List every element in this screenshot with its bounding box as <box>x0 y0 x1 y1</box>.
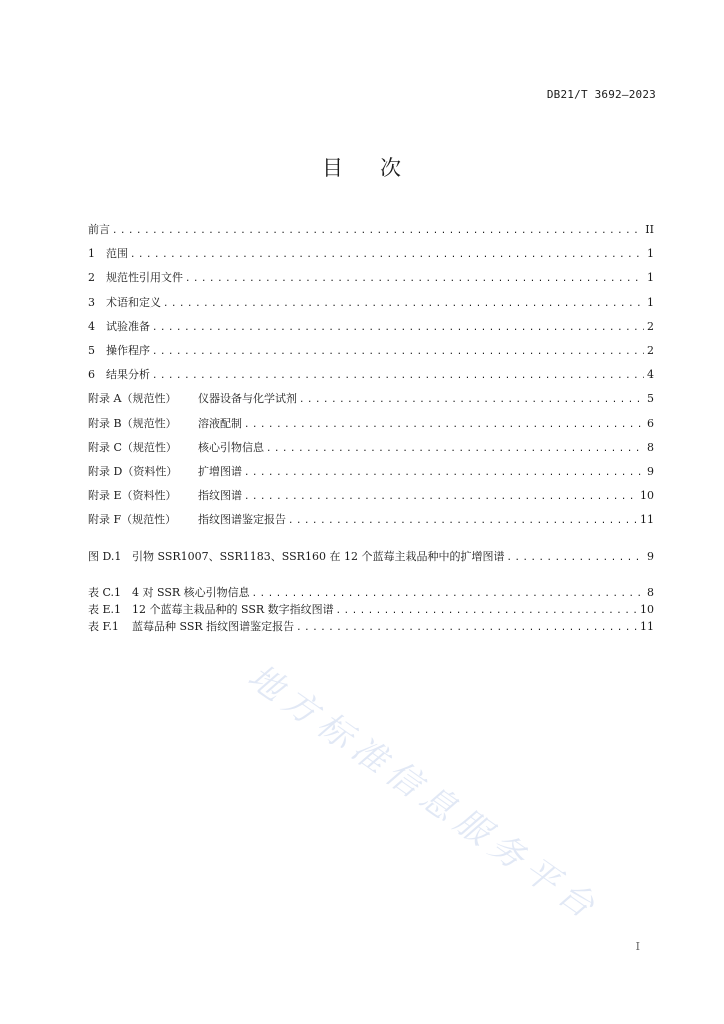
dot-leader <box>296 620 638 635</box>
dot-leader <box>152 364 644 387</box>
toc-label: 规范性引用文件 <box>106 271 183 285</box>
toc-entry-appendix-c[interactable] <box>88 436 654 460</box>
toc-figures-list <box>88 548 654 565</box>
dot-leader <box>288 509 638 532</box>
toc-number: 2 <box>88 271 95 285</box>
toc-label: 范围 <box>106 247 128 261</box>
toc-page-number: 5 <box>647 392 654 406</box>
dot-leader <box>244 413 644 436</box>
toc-label: 蓝莓品种 SSR 指纹图谱鉴定报告 <box>132 620 295 633</box>
toc-entry-procedure[interactable] <box>88 339 654 363</box>
toc-number: 4 <box>88 319 95 333</box>
dot-leader <box>299 388 644 411</box>
toc-page-number: 2 <box>647 319 654 333</box>
dot-leader <box>152 316 644 339</box>
dot-leader <box>266 437 644 460</box>
toc-figure-number: 图 D.1 <box>88 550 122 563</box>
page-number: I <box>635 940 640 953</box>
toc-entry-appendix-b[interactable] <box>88 412 654 436</box>
toc-label: 试验准备 <box>106 319 150 333</box>
toc-entry-test-preparation[interactable] <box>88 315 654 339</box>
toc-entry-appendix-a[interactable] <box>88 387 654 411</box>
dot-leader <box>130 243 644 266</box>
dot-leader <box>252 586 644 601</box>
toc-table-number: 表 C.1 <box>88 586 122 599</box>
toc-appendix-number: 附录 F（规范性） <box>88 513 177 527</box>
toc-entry-table-e1[interactable] <box>88 601 654 618</box>
toc-table-number: 表 F.1 <box>88 620 119 633</box>
toc-page-number: 1 <box>647 271 654 285</box>
toc-label: 指纹图谱 <box>198 489 242 503</box>
toc-number: 6 <box>88 368 95 382</box>
toc-page-number: 1 <box>647 295 654 309</box>
toc-entry-foreword[interactable] <box>88 218 654 242</box>
toc-page-number: 9 <box>647 550 654 563</box>
toc-label: 指纹图谱鉴定报告 <box>198 513 286 527</box>
toc-page-number: 1 <box>647 247 654 261</box>
toc-page-number: 11 <box>640 513 654 527</box>
toc-appendix-number: 附录 C（规范性） <box>88 440 177 454</box>
toc-page-number: 2 <box>647 343 654 357</box>
toc-number: 5 <box>88 343 95 357</box>
toc-table-number: 表 E.1 <box>88 603 122 616</box>
toc-number: 3 <box>88 295 95 309</box>
toc-entry-table-c1[interactable] <box>88 584 654 601</box>
toc-label: 操作程序 <box>106 343 150 357</box>
watermark-text: 地方标准信息服务平台 <box>240 656 608 931</box>
toc-page-number: II <box>645 223 654 236</box>
dot-leader <box>244 461 644 484</box>
page-title <box>0 152 724 182</box>
toc-entry-figure-d1[interactable] <box>88 548 654 565</box>
toc-entry-terms[interactable] <box>88 291 654 315</box>
dot-leader <box>163 292 644 315</box>
toc-page-number: 4 <box>647 368 654 382</box>
toc-entry-table-f1[interactable] <box>88 618 654 635</box>
toc-page-number: 8 <box>647 586 654 599</box>
toc-appendix-number: 附录 D（资料性） <box>88 464 178 478</box>
dot-leader <box>152 340 644 363</box>
toc-entry-appendix-d[interactable] <box>88 460 654 484</box>
toc-page-number: 9 <box>647 464 654 478</box>
toc-page-number: 6 <box>647 416 654 430</box>
toc-label: 扩增图谱 <box>198 464 242 478</box>
toc-entry-result-analysis[interactable] <box>88 363 654 387</box>
toc-label: 核心引物信息 <box>198 440 264 454</box>
toc-page-number: 11 <box>640 620 654 633</box>
toc-label: 溶液配制 <box>198 416 242 430</box>
toc-main-list <box>88 218 654 532</box>
toc-label: 4 对 SSR 核心引物信息 <box>132 586 250 599</box>
toc-page-number: 8 <box>647 440 654 454</box>
dot-leader <box>336 603 638 618</box>
toc-entry-normative-references[interactable] <box>88 266 654 290</box>
toc-appendix-number: 附录 B（规范性） <box>88 416 177 430</box>
dot-leader <box>112 219 643 242</box>
dot-leader <box>506 550 644 565</box>
title-char-1: 目 <box>322 156 344 180</box>
dot-leader <box>244 485 638 508</box>
toc-label: 前言 <box>88 223 110 236</box>
toc-number: 1 <box>88 247 95 261</box>
toc-entry-appendix-f[interactable] <box>88 508 654 532</box>
toc-page-number: 10 <box>640 603 654 616</box>
toc-label: 术语和定义 <box>106 295 161 309</box>
toc-appendix-number: 附录 E（资料性） <box>88 489 177 503</box>
toc-label: 结果分析 <box>106 368 150 382</box>
toc-label: 仪器设备与化学试剂 <box>198 392 297 406</box>
toc-page-number: 10 <box>640 489 654 503</box>
dot-leader <box>185 267 644 290</box>
toc-appendix-number: 附录 A（规范性） <box>88 392 177 406</box>
toc-entry-appendix-e[interactable] <box>88 484 654 508</box>
toc-entry-scope[interactable] <box>88 242 654 266</box>
title-char-2: 次 <box>380 156 402 180</box>
toc-label: 12 个蓝莓主栽品种的 SSR 数字指纹图谱 <box>132 603 334 616</box>
toc-label: 引物 SSR1007、SSR1183、SSR160 在 12 个蓝莓主栽品种中的扩增图谱 <box>132 550 505 563</box>
toc-tables-list <box>88 584 654 635</box>
standard-code: DB21/T 3692—2023 <box>546 88 656 101</box>
